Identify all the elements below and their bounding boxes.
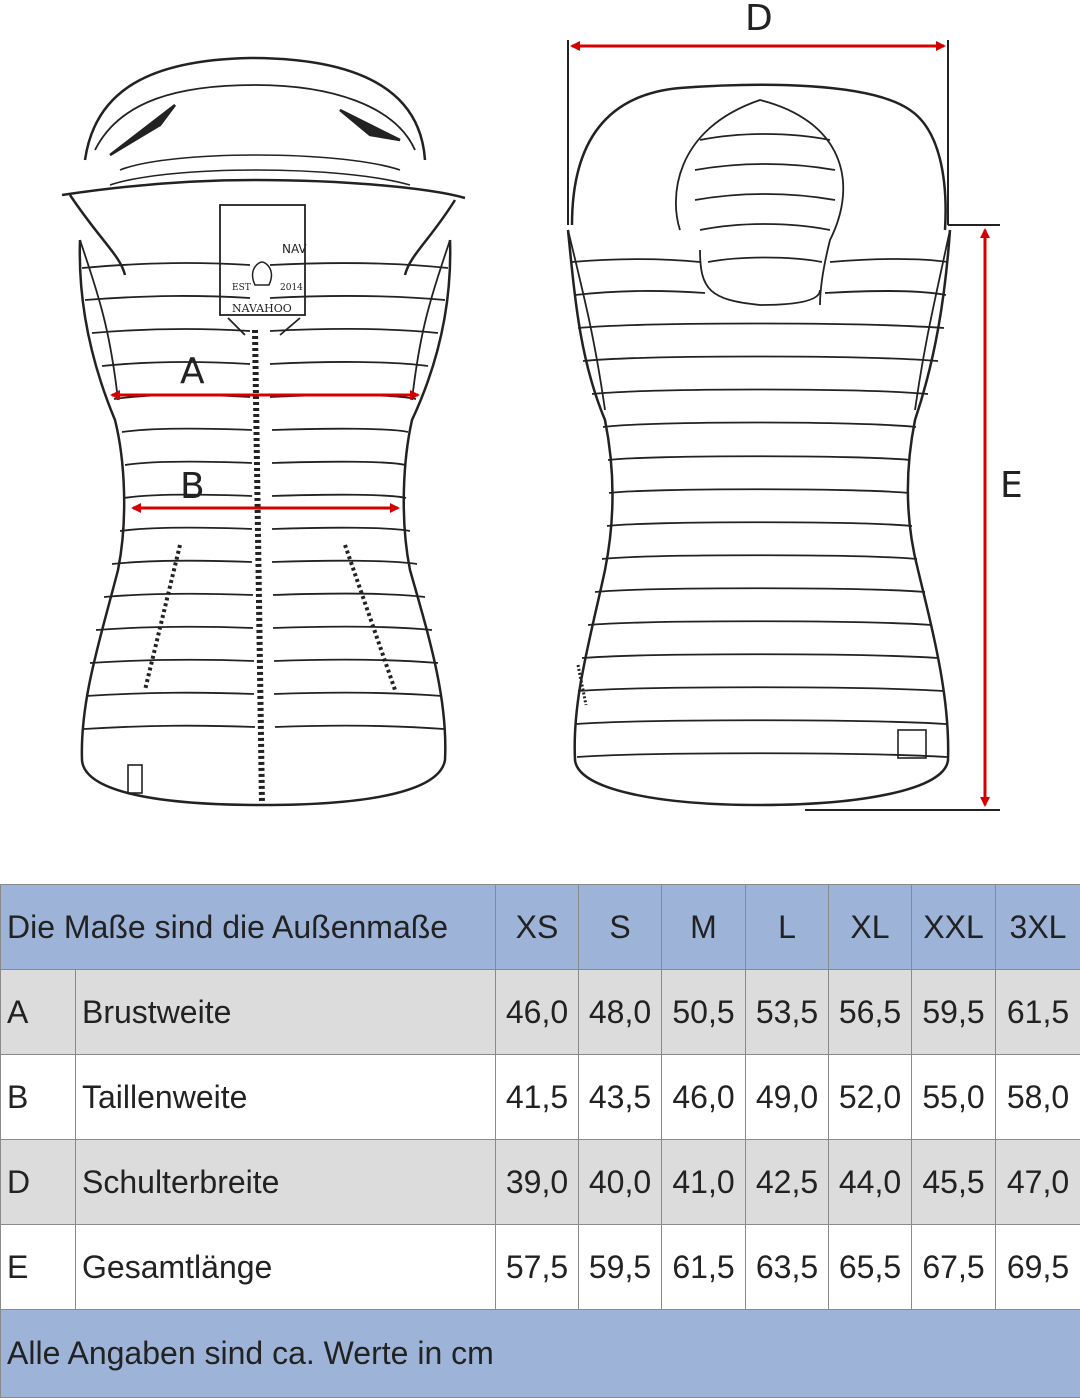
cell-value: 69,5 xyxy=(996,1225,1080,1310)
dim-label-b: B xyxy=(180,466,205,507)
cell-value: 61,5 xyxy=(662,1225,746,1310)
brand-year: 2014 xyxy=(280,283,303,293)
size-header-m: M xyxy=(662,885,746,970)
table-row-brustweite xyxy=(1,970,1080,1055)
size-header-3xl: 3XL xyxy=(996,885,1080,970)
cell-value: 47,0 xyxy=(996,1140,1080,1225)
cell-value: 42,5 xyxy=(746,1140,829,1225)
header-title: Die Maße sind die Außenmaße xyxy=(1,885,496,970)
row-code: B xyxy=(1,1055,76,1140)
cell-value: 48,0 xyxy=(579,970,662,1055)
cell-value: 49,0 xyxy=(746,1055,829,1140)
size-header-xxl: XXL xyxy=(912,885,996,970)
cell-value: 63,5 xyxy=(746,1225,829,1310)
back-quilting-lines xyxy=(572,134,948,757)
cell-value: 61,5 xyxy=(996,970,1080,1055)
cell-value: 44,0 xyxy=(829,1140,912,1225)
cell-value: 39,0 xyxy=(496,1140,579,1225)
row-code: D xyxy=(1,1140,76,1225)
row-label: Brustweite xyxy=(76,970,496,1055)
size-header-l: L xyxy=(746,885,829,970)
size-chart-table xyxy=(0,884,1080,1398)
brand-shell-logo-icon xyxy=(253,262,272,285)
row-label: Gesamtlänge xyxy=(76,1225,496,1310)
footer-note: Alle Angaben sind ca. Werte in cm xyxy=(1,1310,1080,1398)
dim-label-d: D xyxy=(745,0,773,39)
cell-value: 50,5 xyxy=(662,970,746,1055)
brand-est: EST xyxy=(232,283,251,293)
cell-value: 59,5 xyxy=(912,970,996,1055)
brand-logo-text: NAVAHOO xyxy=(232,302,292,315)
cell-value: 55,0 xyxy=(912,1055,996,1140)
cell-value: 57,5 xyxy=(496,1225,579,1310)
table-header-row xyxy=(1,885,1080,970)
cell-value: 46,0 xyxy=(662,1055,746,1140)
row-label: Schulterbreite xyxy=(76,1140,496,1225)
row-code: E xyxy=(1,1225,76,1310)
cell-value: 43,5 xyxy=(579,1055,662,1140)
cell-value: 45,5 xyxy=(912,1140,996,1225)
table-row-schulterbreite xyxy=(1,1140,1080,1225)
table-row-gesamtlaenge xyxy=(1,1225,1080,1310)
cell-value: 53,5 xyxy=(746,970,829,1055)
vest-back-drawing xyxy=(568,85,950,805)
front-quilting-lines xyxy=(82,263,448,729)
dim-label-e: E xyxy=(1000,465,1023,506)
size-header-xs: XS xyxy=(496,885,579,970)
row-label: Taillenweite xyxy=(76,1055,496,1140)
cell-value: 46,0 xyxy=(496,970,579,1055)
cell-value: 40,0 xyxy=(579,1140,662,1225)
cell-value: 41,5 xyxy=(496,1055,579,1140)
cell-value: 56,5 xyxy=(829,970,912,1055)
size-header-s: S xyxy=(579,885,662,970)
brand-short-tag: NAV xyxy=(282,242,307,256)
cell-value: 52,0 xyxy=(829,1055,912,1140)
table-footer-row xyxy=(1,1310,1080,1398)
row-code: A xyxy=(1,970,76,1055)
cell-value: 58,0 xyxy=(996,1055,1080,1140)
cell-value: 59,5 xyxy=(579,1225,662,1310)
cell-value: 65,5 xyxy=(829,1225,912,1310)
cell-value: 67,5 xyxy=(912,1225,996,1310)
dim-label-a: A xyxy=(180,351,205,392)
cell-value: 41,0 xyxy=(662,1140,746,1225)
size-header-xl: XL xyxy=(829,885,912,970)
table-row-taillenweite xyxy=(1,1055,1080,1140)
